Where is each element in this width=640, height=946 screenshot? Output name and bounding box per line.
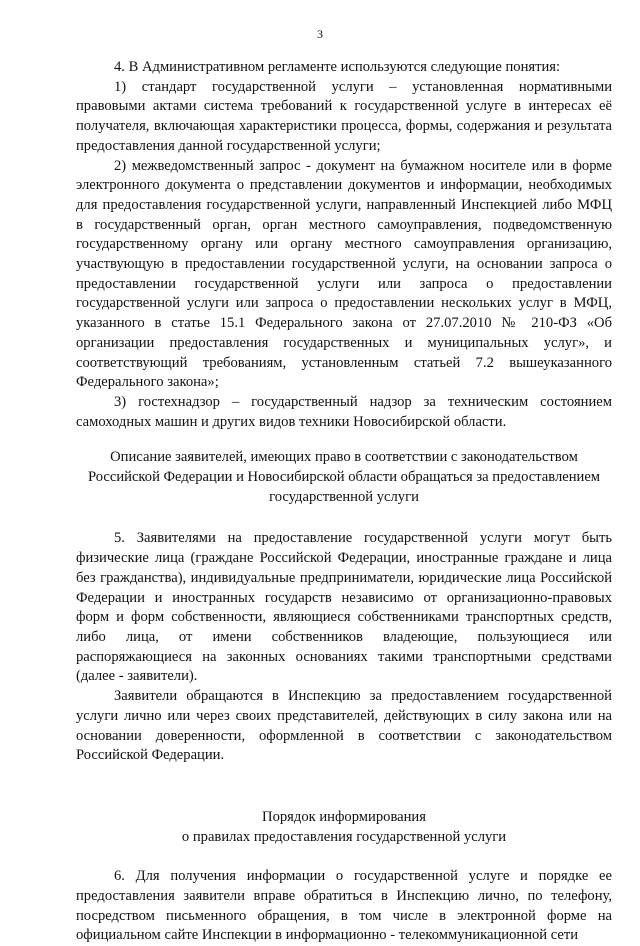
applicants-representatives: Заявители обращаются в Инспекцию за предоставлением государственной услуги лично или через своих представителей, действующих в силу закона или на основании доверенности, оформленной в соответствии с законодательством Российской Федерации. [76,688,612,764]
document-body [76,58,612,946]
information-heading-line: о правилах предоставления государственной услуги [181,828,507,845]
information-heading-line: Порядок информирования [262,808,426,825]
page-number: 3 [317,27,323,41]
information-heading [76,808,612,847]
applicants-heading-line: Описание заявителей, имеющих право в соответствии с законодательством [110,449,578,466]
applicants-heading [76,448,612,507]
applicants-heading-line: государственной услуги [269,488,419,505]
applicants-heading-line: Российской Федерации и Новосибирской области обращаться за предоставлением [87,469,601,486]
item-5-applicants: 5. Заявителями на предоставление государственной услуги могут быть физические лица (граждане Российской Федерации, иностранные граждане и лица без гражданства), индивидуальные предприниматели, юридические лица Российской Федерации и иностранных государств независимо от организационно-правовых форм и форм собственности, являющиеся собственниками транспортных средств, либо лица, от имени собственников владеющие, пользующиеся или распоряжающиеся на законных основаниях такими транспортными средствами (далее - заявители). [76,530,612,685]
item-6-information: 6. Для получения информации о государственной услуге и порядке ее предоставления заявители вправе обратиться в Инспекцию лично, по телефону, посредством письменного обращения, в том числе в электронной форме на официальном сайте Инспекции в информационно - телекоммуникационной сети [76,868,612,944]
item-4-intro: 4. В Административном регламенте используются следующие понятия: [114,59,561,75]
definition-service-standard: 1) стандарт государственной услуги – установленная нормативными правовыми актами система требований к государственной услуге в интересах её получателя, включающая характеристики процесса, формы, содержания и результата предоставления данной государственной услуги; [76,78,612,154]
definition-interagency-request: 2) межведомственный запрос - документ на бумажном носителе или в форме электронного документа о представлении документов и информации, необходимых для предоставления государственной услуги, направленный Инспекцией либо МФЦ в государственный орган, орган местного самоуправления, подведомственную государственному органу или органу местного самоуправления организацию, участвующую в предоставлении государственной услуги, на основании запроса о предоставлении государственной услуги или запроса о предоставлении государственной услуги или запроса о предоставлении нескольких услуг в МФЦ, указанного в статье 15.1 Федерального закона от 27.07.2010 № 210-ФЗ «Об организации предоставления государственных и муниципальных услуг», и соответствующий требованиям, установленным статьей 7.2 вышеуказанного Федерального закона»; [76,157,612,391]
definition-gostekhnadzor: 3) гостехнадзор – государственный надзор за техническим состоянием самоходных машин и других видов техники Новосибирской области. [76,393,612,430]
